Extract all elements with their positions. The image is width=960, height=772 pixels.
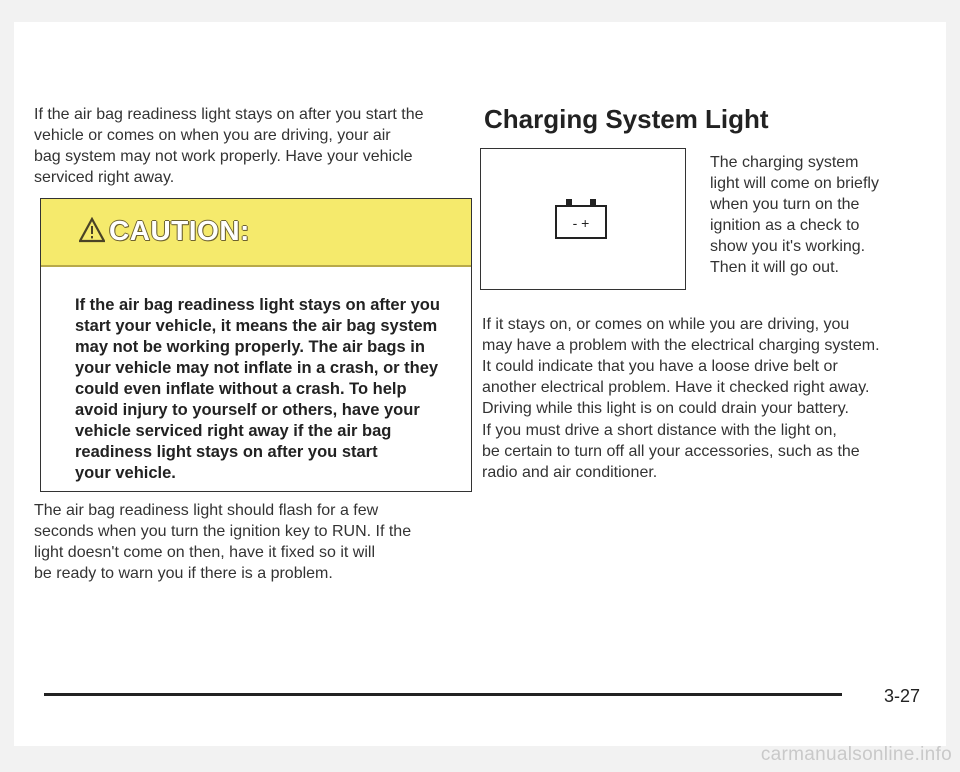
text-line: light doesn't come on then, have it fixed so it will	[34, 544, 376, 561]
section-heading: Charging System Light	[484, 104, 769, 134]
text-line: vehicle or comes on when you are driving, your air	[34, 127, 391, 144]
text-line: readiness light stays on after you start	[75, 443, 378, 461]
caution-header	[41, 199, 471, 267]
text-line: may not be working properly. The air bags in	[75, 338, 425, 356]
text-line: seconds when you turn the ignition key to RUN. If the	[34, 523, 412, 540]
footer-rule	[44, 693, 842, 696]
text-line: start your vehicle, it means the air bag system	[75, 317, 438, 335]
text-line: avoid injury to yourself or others, have your	[75, 401, 420, 419]
text-line: light will come on briefly	[710, 175, 879, 192]
text-line: could even inflate without a crash. To help	[75, 380, 407, 398]
text-line: If it stays on, or comes on while you are driving, you	[482, 316, 850, 333]
text-line: Then it will go out.	[710, 259, 839, 276]
text-line: If you must drive a short distance with the light on,	[482, 422, 837, 439]
manual-page	[14, 22, 946, 746]
site-watermark: carmanualsonline.info	[760, 744, 952, 765]
text-line: may have a problem with the electrical charging system.	[482, 337, 880, 354]
warning-triangle-icon	[79, 217, 105, 243]
text-line: radio and air conditioner.	[482, 464, 658, 481]
short-distance-paragraph	[482, 420, 860, 483]
text-line: serviced right away.	[34, 169, 175, 186]
battery-symbol: - +	[572, 215, 590, 231]
text-line: be ready to warn you if there is a problem.	[34, 565, 333, 582]
text-line: be certain to turn off all your accessories, such as the	[482, 443, 860, 460]
text-line: show you it's working.	[710, 238, 866, 255]
caution-box	[40, 198, 472, 492]
text-line: ignition as a check to	[710, 217, 860, 234]
airbag-intro-paragraph	[34, 104, 424, 188]
caution-text	[75, 295, 440, 484]
text-line: bag system may not work properly. Have your vehicle	[34, 148, 413, 165]
caution-title: CAUTION:	[109, 215, 250, 246]
text-line: when you turn on the	[710, 196, 860, 213]
text-line: If the air bag readiness light stays on after you start the	[34, 106, 424, 123]
text-line: vehicle serviced right away if the air bag	[75, 422, 392, 440]
airbag-flash-paragraph	[34, 500, 411, 584]
text-line: The air bag readiness light should flash for a few	[34, 502, 379, 519]
text-line: It could indicate that you have a loose drive belt or	[482, 358, 838, 375]
text-line: your vehicle may not inflate in a crash, or they	[75, 359, 439, 377]
text-line: The charging system	[710, 154, 859, 171]
battery-icon	[554, 197, 610, 241]
battery-illustration	[480, 148, 686, 290]
page-number: 3-27	[884, 686, 921, 706]
text-line: another electrical problem. Have it checked right away.	[482, 379, 870, 396]
text-line: If the air bag readiness light stays on after you	[75, 296, 440, 314]
text-line: Driving while this light is on could drain your battery.	[482, 400, 849, 417]
text-line: your vehicle.	[75, 464, 176, 482]
charging-light-paragraph	[710, 152, 879, 278]
stays-on-paragraph	[482, 314, 880, 419]
